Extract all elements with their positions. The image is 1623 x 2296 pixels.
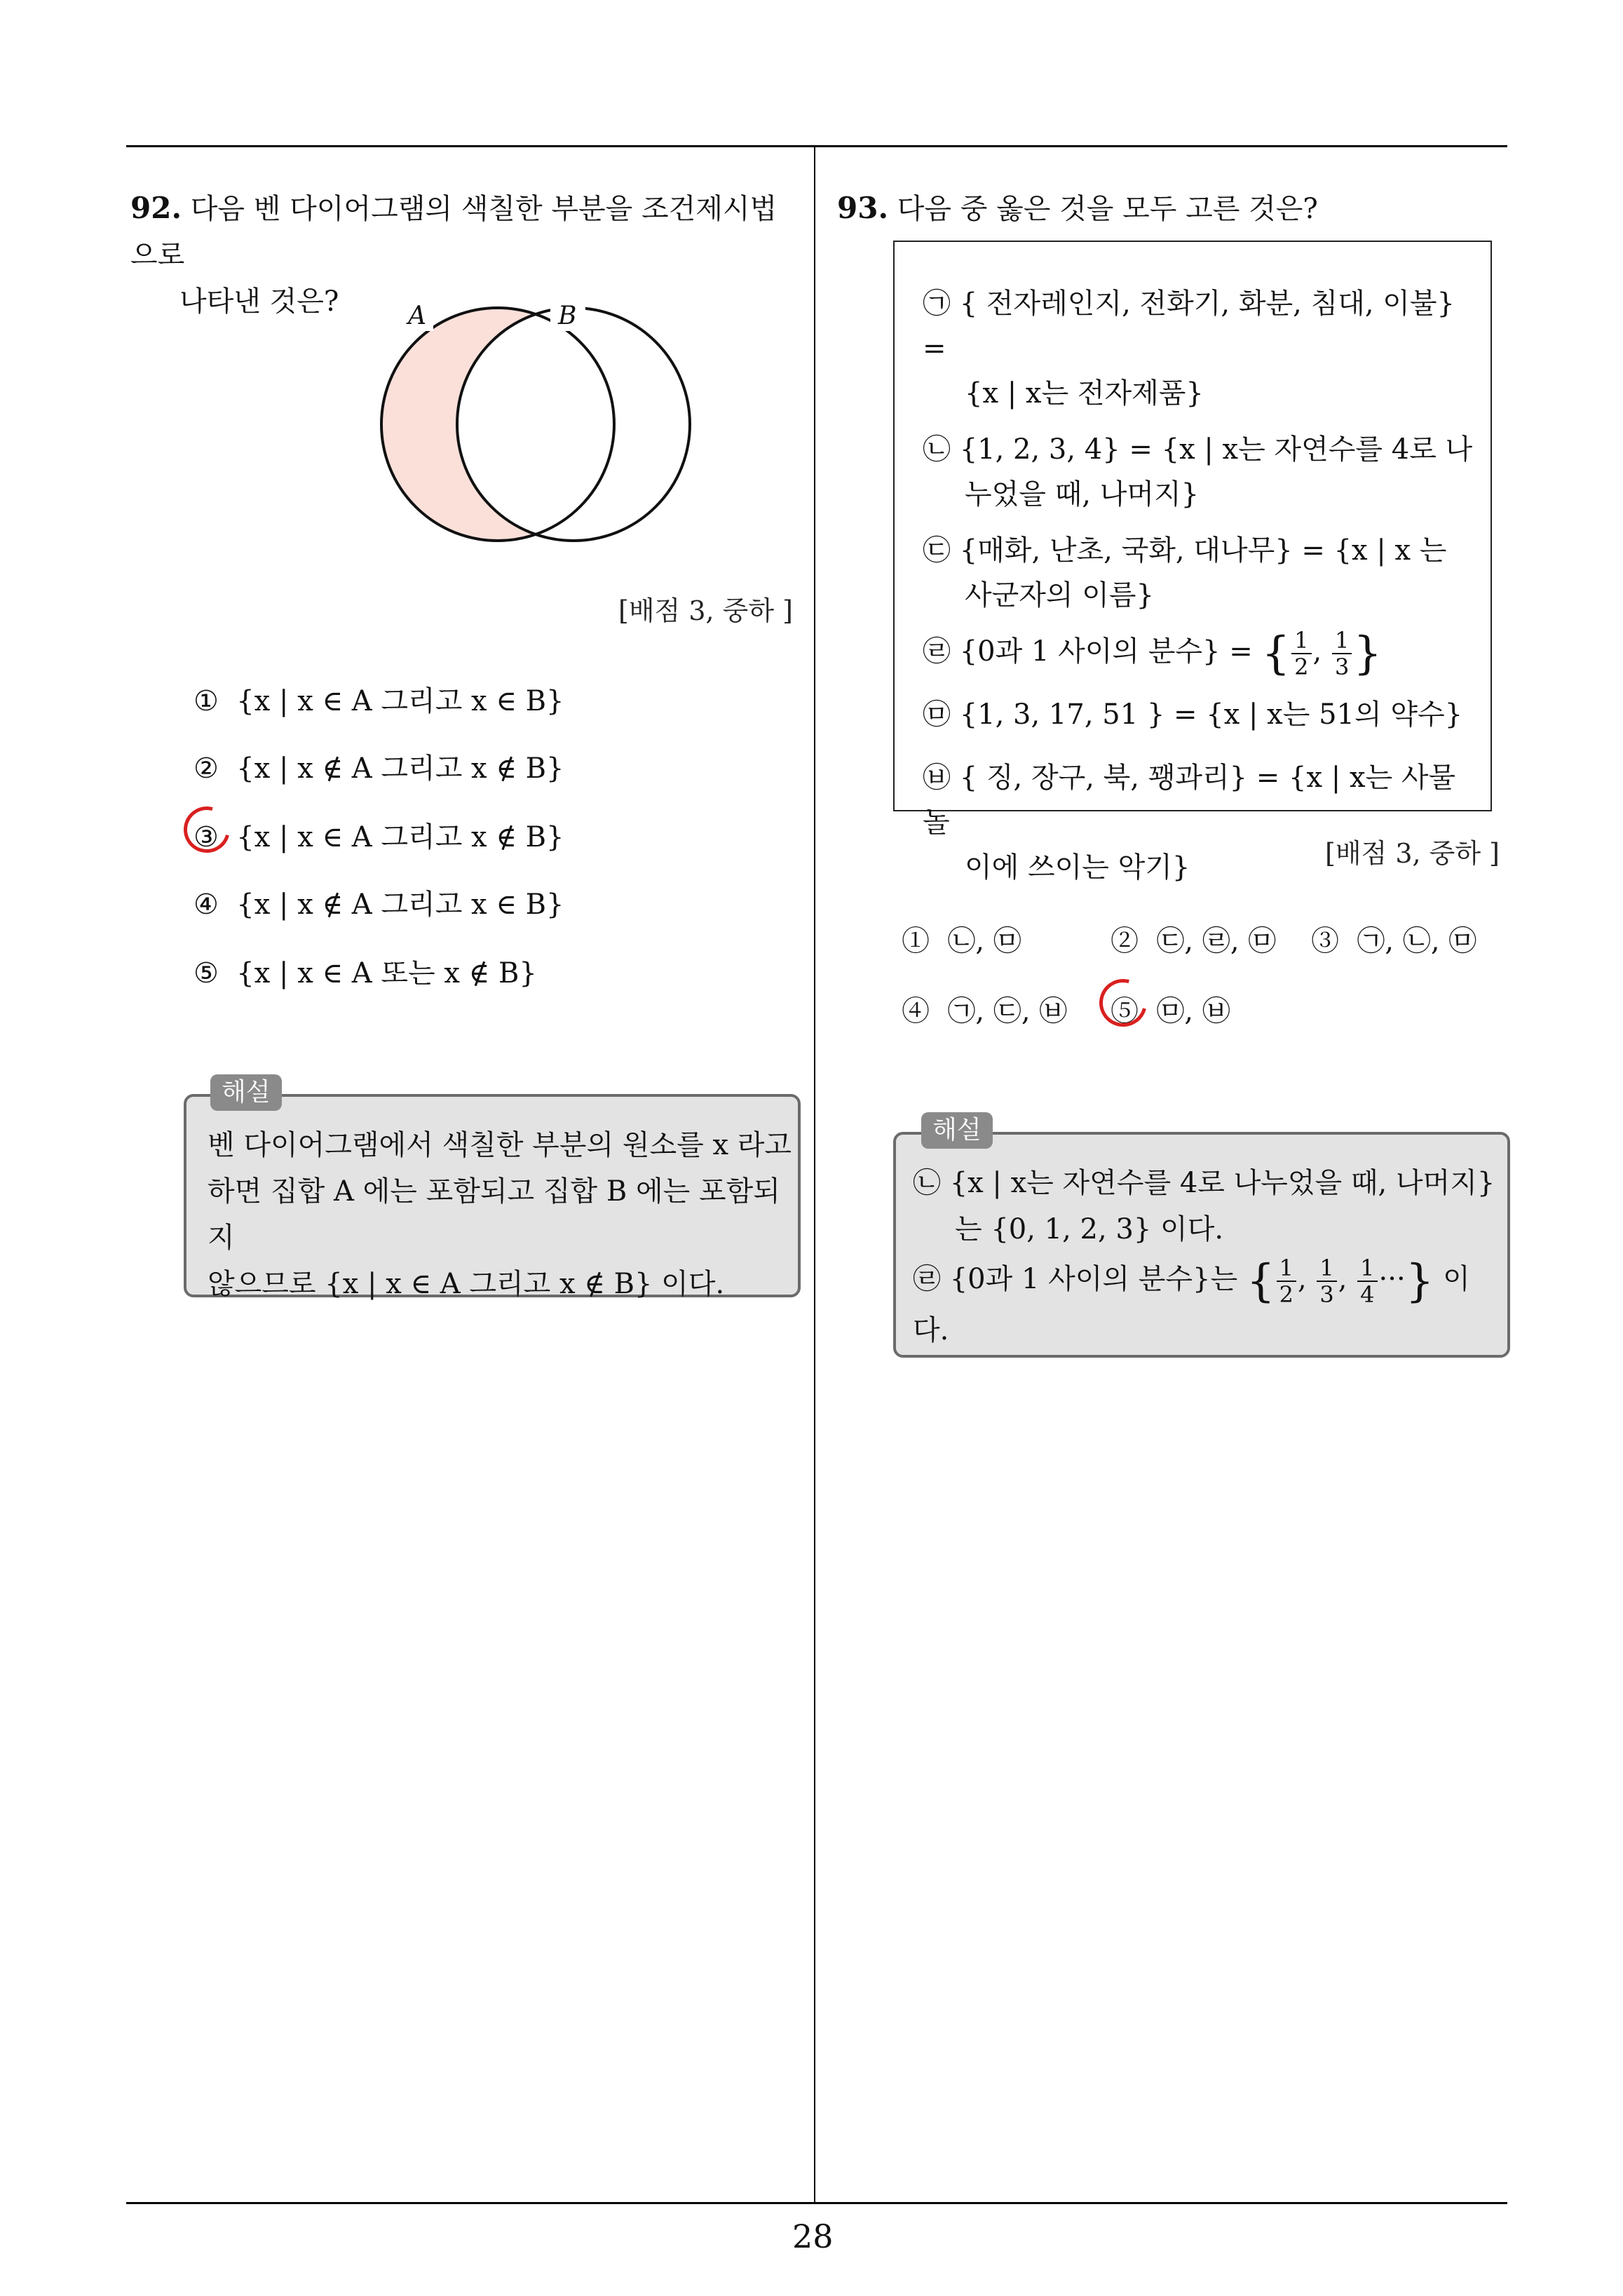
- q92-choice-5-num: ⑤: [193, 957, 219, 990]
- q93-solution-open-brace: {: [1246, 1255, 1275, 1307]
- q93-solution-frac2: [1317, 1255, 1336, 1307]
- q92-venn-diagram: [280, 288, 701, 554]
- q93-cond-6-line2: 이에 쓰이는 악기}: [965, 851, 1190, 884]
- q92-choice-5[interactable]: [193, 951, 537, 991]
- q93-text-line1: 다음 중 옳은 것을 모두 고른 것은?: [897, 193, 1318, 225]
- q92-text-line2: 나타낸 것은?: [179, 285, 339, 318]
- q92-number: 92.: [130, 191, 182, 225]
- q93-cond-4-frac2: [1332, 628, 1352, 680]
- q92-choice-2-num: ②: [193, 752, 219, 785]
- q93-cond-3-line1: ㉢ {매화, 난초, 국화, 대나무} = {x | x 는: [923, 534, 1447, 567]
- q93-cond-4: [923, 628, 1476, 680]
- q92-solution-line2: 하면 집합 A 에는 포함되고 집합 B 에는 포함되지: [208, 1175, 780, 1254]
- top-rule: [126, 145, 1507, 147]
- q92-venn-label-a: A: [408, 302, 426, 330]
- q93-solution-sep1: ,: [1297, 1263, 1307, 1295]
- q93-cond-4-open-brace: {: [1261, 628, 1291, 680]
- q93-choice-2[interactable]: [1111, 919, 1276, 959]
- q93-solution-frac3-den: 4: [1360, 1281, 1375, 1308]
- q93-choice-1-num: ①: [902, 925, 930, 957]
- q93-cond-2-line2: 누었을 때, 나머지}: [965, 478, 1200, 511]
- q93-solution-sep2: ,: [1338, 1263, 1347, 1295]
- q93-cond-4-frac1-den: 2: [1294, 654, 1309, 680]
- q92-choice-1-text: {x | x ∈ A 그리고 x ∈ B}: [236, 685, 564, 717]
- q93-cond-4-sep: ,: [1312, 635, 1322, 668]
- q92-choice-4[interactable]: [193, 882, 564, 922]
- q93-choice-1[interactable]: [902, 919, 1021, 959]
- q92-solution-line1: 벤 다이어그램에서 색칠한 부분의 원소를 x 라고: [208, 1129, 792, 1161]
- q92-choice-2[interactable]: [193, 746, 564, 786]
- q92-question-line1: [130, 185, 803, 278]
- q93-cond-1-line1: ㉠ { 전자레인지, 전화기, 화분, 침대, 이불} =: [923, 288, 1455, 365]
- q92-choice-1[interactable]: [193, 679, 564, 719]
- q92-choice-4-num: ④: [193, 889, 219, 921]
- q93-cond-2-line1: ㉡ {1, 2, 3, 4} = {x | x는 자연수를 4로 나: [923, 433, 1473, 466]
- q93-cond-6-line1: ㉥ { 징, 장구, 북, 꽹과리} = {x | x는 사물놀: [923, 762, 1456, 839]
- q93-cond-4-frac2-den: 3: [1334, 654, 1350, 680]
- q93-solution-frac1-num: 1: [1277, 1255, 1296, 1282]
- q93-choice-4-num: ④: [902, 995, 930, 1027]
- q93-solution-text: [913, 1160, 1502, 1353]
- q93-solution-line1: ㉡ {x | x는 자연수를 4로 나누었을 때, 나머지}: [913, 1167, 1495, 1199]
- bottom-rule: [126, 2202, 1507, 2204]
- q93-solution-dots: ···: [1378, 1263, 1406, 1295]
- q92-solution-tag: 해설: [210, 1074, 282, 1111]
- q92-choice-2-text: {x | x ∉ A 그리고 x ∉ B}: [236, 752, 564, 785]
- q93-question: [837, 185, 1318, 232]
- q93-cond-4-frac1: [1291, 628, 1311, 680]
- q93-solution-close-brace: }: [1405, 1255, 1434, 1307]
- q93-choice-3-num: ③: [1311, 925, 1339, 957]
- q93-cond-4-close-brace: }: [1353, 628, 1383, 680]
- q92-solution-text: [208, 1122, 798, 1307]
- q93-choice-3-text: ㉠, ㉡, ㉤: [1357, 925, 1477, 957]
- q92-text-line1: 다음 벤 다이어그램의 색칠한 부분을 조건제시법으로: [130, 193, 777, 271]
- q93-solution-line3-end: 이다.: [913, 1263, 1470, 1346]
- q93-conditions: [923, 281, 1476, 890]
- q92-solution-box: [184, 1094, 801, 1300]
- q92-choice-3-num: ③: [193, 821, 219, 853]
- q93-solution-line3: [913, 1255, 1502, 1353]
- q93-solution-tag: 해설: [921, 1112, 993, 1149]
- q92-solution-line3: 않으므로 {x | x ∈ A 그리고 x ∉ B} 이다.: [208, 1268, 725, 1300]
- q92-choice-4-text: {x | x ∉ A 그리고 x ∈ B}: [236, 889, 564, 921]
- q93-choice-1-text: ㉡, ㉤: [947, 925, 1021, 957]
- q92-choice-5-text: {x | x ∈ A 또는 x ∉ B}: [236, 957, 537, 990]
- q93-cond-4-frac2-num: 1: [1332, 628, 1352, 654]
- q93-solution-line3-text: ㉣ {0과 1 사이의 분수}는: [913, 1263, 1238, 1295]
- q93-choice-3[interactable]: [1311, 919, 1476, 959]
- q93-solution-frac2-den: 3: [1319, 1281, 1334, 1308]
- q93-cond-4-text: ㉣ {0과 1 사이의 분수} =: [923, 635, 1253, 668]
- q93-solution-frac3: [1357, 1255, 1377, 1307]
- q93-choice-5-num: ⑤: [1111, 995, 1139, 1027]
- q92-choice-1-num: ①: [193, 685, 219, 717]
- q93-solution-line2: 는 {0, 1, 2, 3} 이다.: [955, 1213, 1224, 1245]
- q93-cond-4-frac1-num: 1: [1291, 628, 1311, 654]
- q93-solution-frac2-num: 1: [1317, 1255, 1336, 1282]
- q93-cond-1-line2: {x | x는 전자제품}: [965, 377, 1204, 410]
- page-number: 28: [792, 2217, 834, 2255]
- q93-choice-2-text: ㉢, ㉣, ㉤: [1156, 925, 1277, 957]
- q93-cond-5: ㉤ {1, 3, 17, 51 } = {x | x는 51의 약수}: [923, 698, 1463, 731]
- q93-solution-box: [893, 1132, 1510, 1358]
- q92-venn-label-b: B: [558, 302, 577, 330]
- q93-choice-4-text: ㉠, ㉢, ㉥: [947, 995, 1068, 1027]
- q93-choice-2-num: ②: [1111, 925, 1139, 957]
- q93-cond-3-line2: 사군자의 이름}: [965, 579, 1155, 612]
- q93-number: 93.: [837, 191, 889, 225]
- q92-choice-3-text: {x | x ∈ A 그리고 x ∉ B}: [236, 821, 564, 853]
- q93-solution-frac1: [1277, 1255, 1296, 1307]
- q93-solution-frac1-den: 2: [1279, 1281, 1293, 1308]
- q92-meta: [배점 3, 중하 ]: [618, 595, 793, 626]
- q93-solution-frac3-num: 1: [1357, 1255, 1377, 1282]
- q93-choice-4[interactable]: [902, 989, 1067, 1029]
- q93-meta: [배점 3, 중하 ]: [1325, 838, 1500, 869]
- q92-choice-3[interactable]: [193, 815, 564, 855]
- column-divider: [814, 147, 815, 2202]
- q93-choice-5-text: ㉤, ㉥: [1156, 995, 1230, 1027]
